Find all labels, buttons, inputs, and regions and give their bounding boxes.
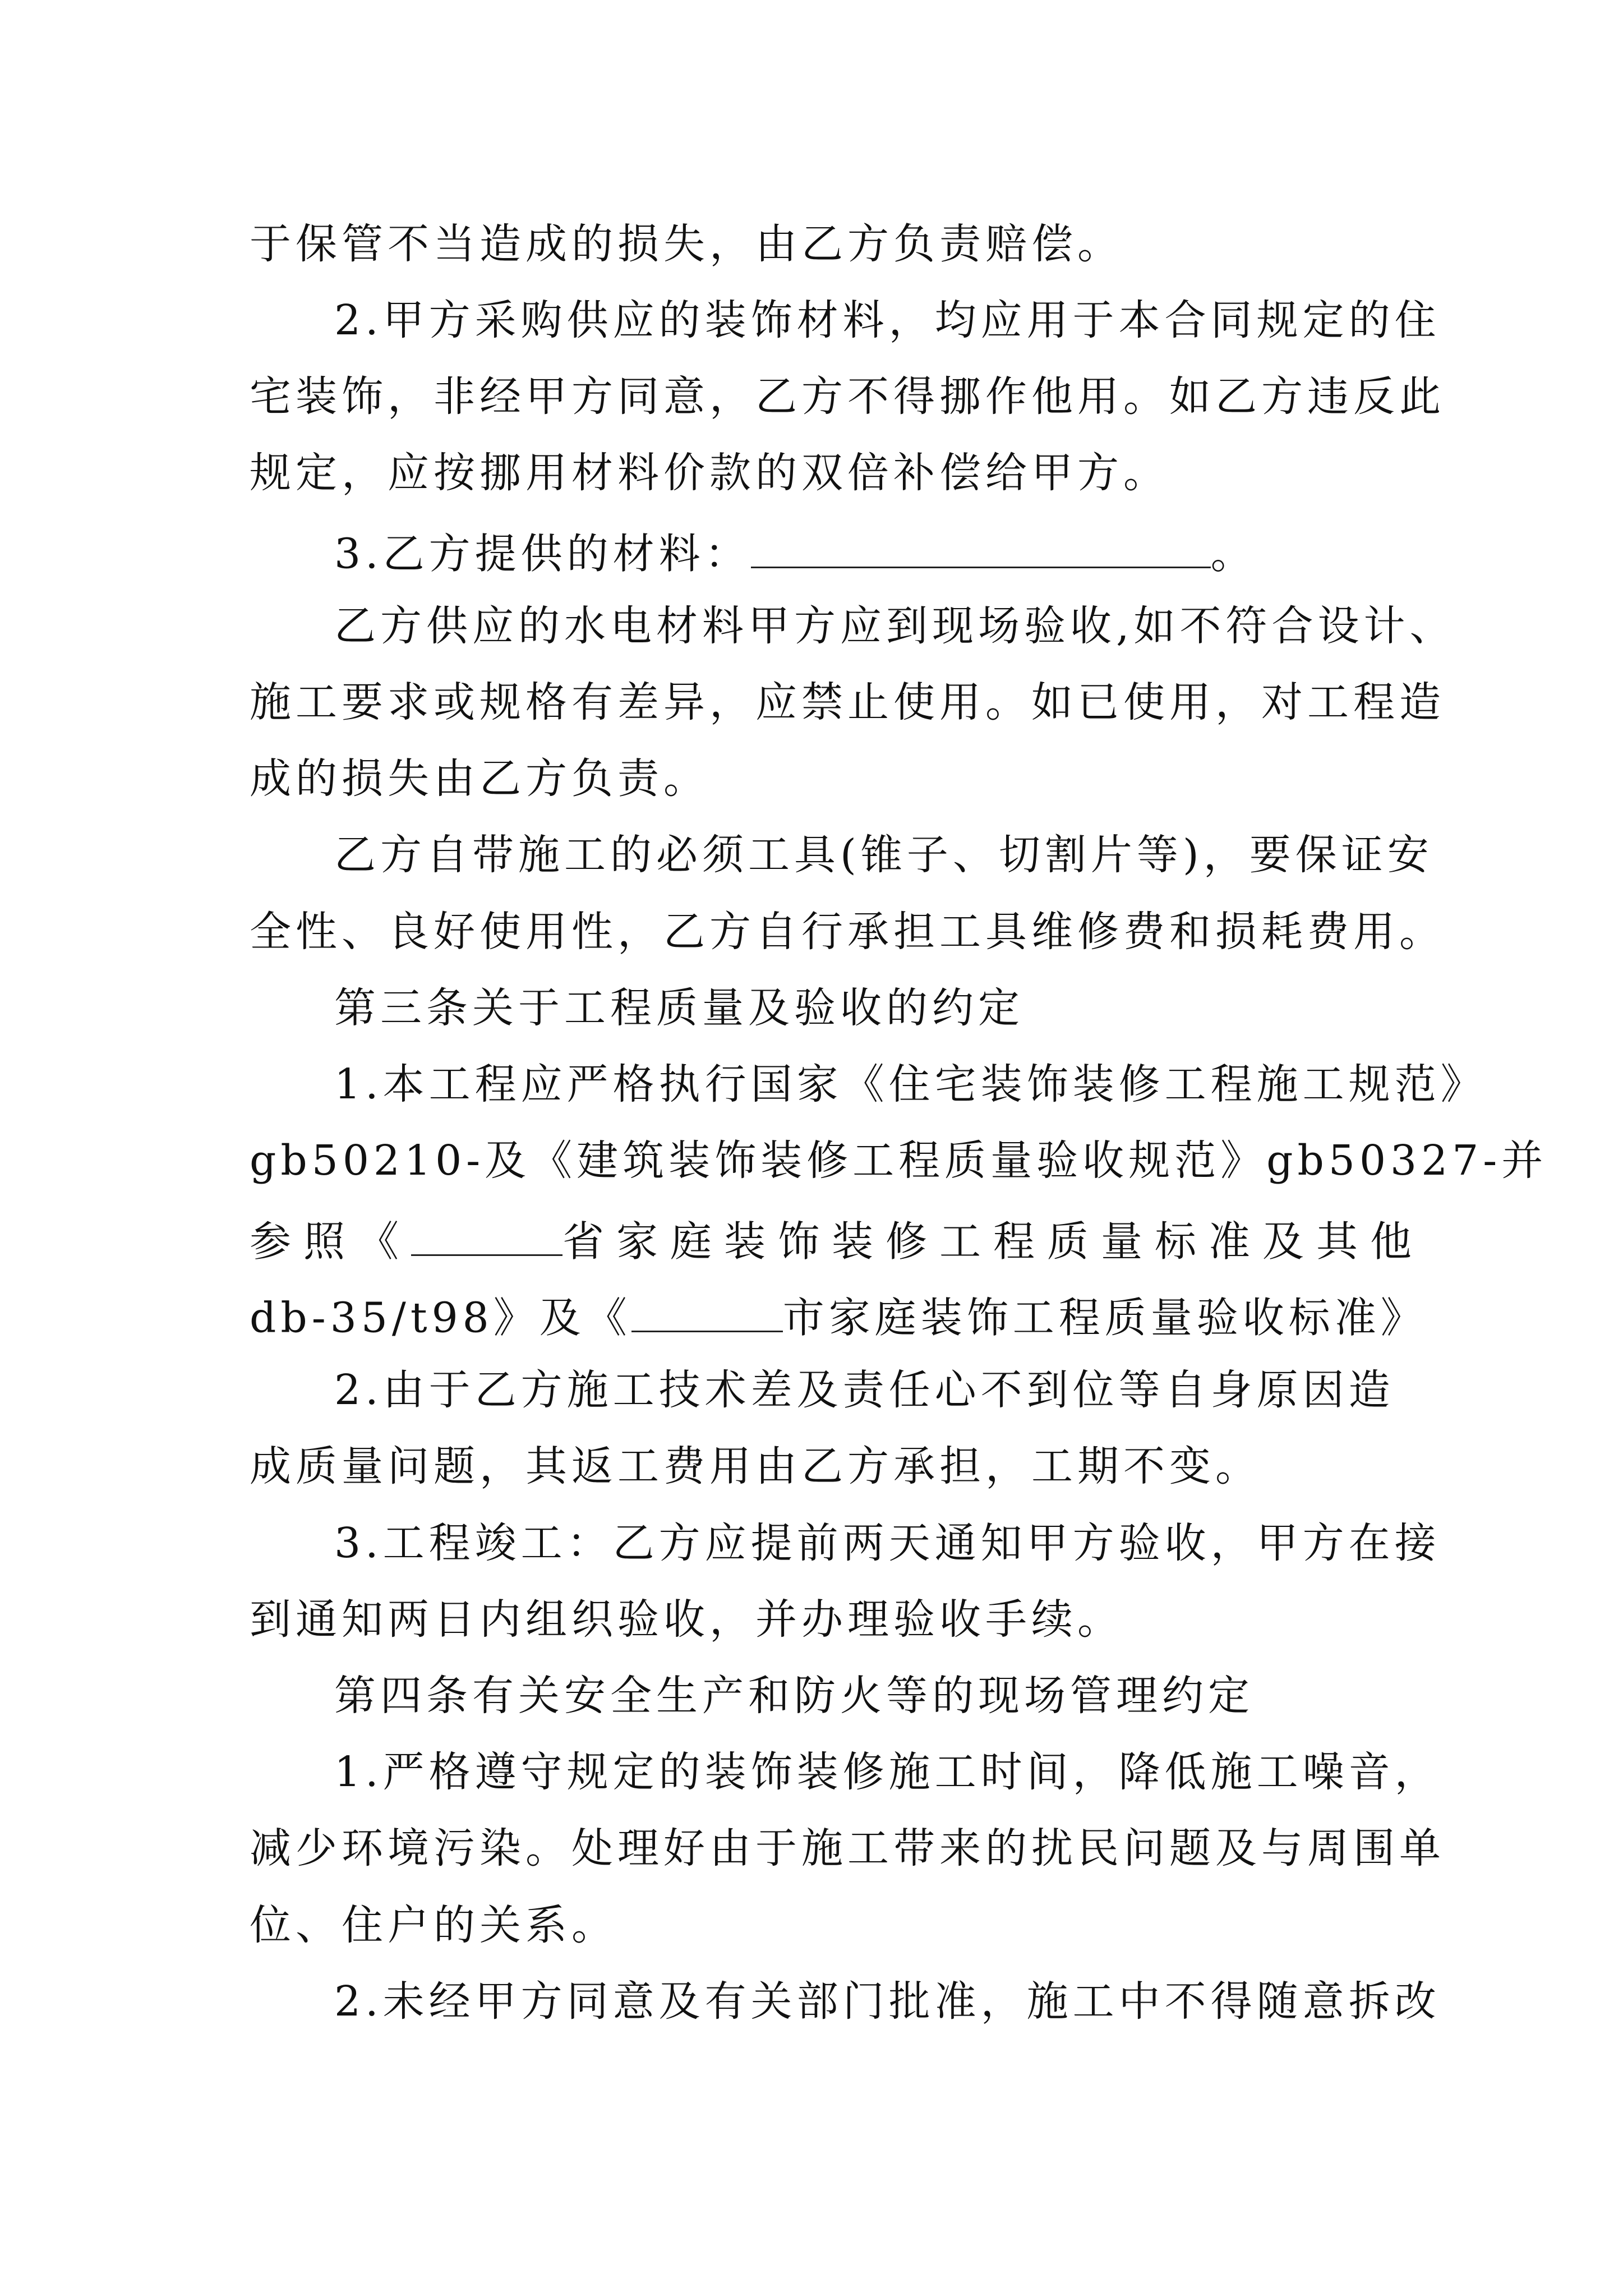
- text-line: 减少环境污染。处理好由于施工带来的扰民问题及与周围单: [250, 1824, 1445, 1872]
- text-line: [334, 529, 1257, 578]
- text-line: 施工要求或规格有差异，应禁止使用。如已使用，对工程造: [250, 678, 1445, 726]
- text-segment: db-35/t98》及《: [250, 1294, 631, 1342]
- text-line: [250, 1217, 1424, 1266]
- text-line: 乙方自带施工的必须工具(锥子、切割片等)，要保证安: [334, 831, 1433, 879]
- section-heading: 第四条有关安全生产和防火等的现场管理约定: [334, 1672, 1254, 1720]
- text-segment: 。: [1210, 530, 1257, 578]
- text-line: 全性、良好使用性，乙方自行承担工具维修费和损耗费用。: [250, 908, 1445, 956]
- text-line: 规定，应按挪用材料价款的双倍补偿给甲方。: [250, 449, 1169, 497]
- text-segment: 省家庭装饰装修工程质量标准及其他: [562, 1217, 1424, 1266]
- text-line: 宅装饰，非经甲方同意，乙方不得挪作他用。如乙方违反此: [250, 372, 1445, 421]
- text-line: 2.由于乙方施工技术差及责任心不到位等自身原因造: [334, 1366, 1395, 1414]
- text-line: 到通知两日内组织验收，并办理验收手续。: [250, 1595, 1123, 1644]
- text-line: 1.本工程应严格执行国家《住宅装饰装修工程施工规范》: [334, 1060, 1487, 1108]
- section-heading: 第三条关于工程质量及验收的约定: [334, 984, 1024, 1032]
- text-line: gb50210-及《建筑装饰装修工程质量验收规范》gb50327-并: [250, 1137, 1548, 1185]
- fill-in-blank: [751, 529, 1211, 568]
- text-line: 位、住户的关系。: [250, 1901, 617, 1949]
- text-line: 于保管不当造成的损失，由乙方负责赔偿。: [250, 220, 1123, 268]
- text-line: 1.严格遵守规定的装饰装修施工时间，降低施工噪音，: [334, 1748, 1441, 1796]
- fill-in-blank: [631, 1293, 783, 1332]
- text-line: [250, 1293, 1427, 1342]
- text-segment: 3.乙方提供的材料：: [334, 530, 751, 578]
- text-line: 3.工程竣工：乙方应提前两天通知甲方验收，甲方在接: [334, 1519, 1441, 1567]
- fill-in-blank: [411, 1217, 562, 1256]
- text-segment: 市家庭装饰工程质量验收标准》: [782, 1294, 1427, 1342]
- text-line: 2.未经甲方同意及有关部门批准，施工中不得随意拆改: [334, 1977, 1441, 2026]
- text-line: 成质量问题，其返工费用由乙方承担，工期不变。: [250, 1442, 1261, 1490]
- text-segment: 参照《: [250, 1217, 411, 1266]
- text-line: 成的损失由乙方负责。: [250, 754, 709, 803]
- text-line: 乙方供应的水电材料甲方应到现场验收,如不符合设计、: [334, 602, 1456, 650]
- text-line: 2.甲方采购供应的装饰材料，均应用于本合同规定的住: [334, 296, 1441, 344]
